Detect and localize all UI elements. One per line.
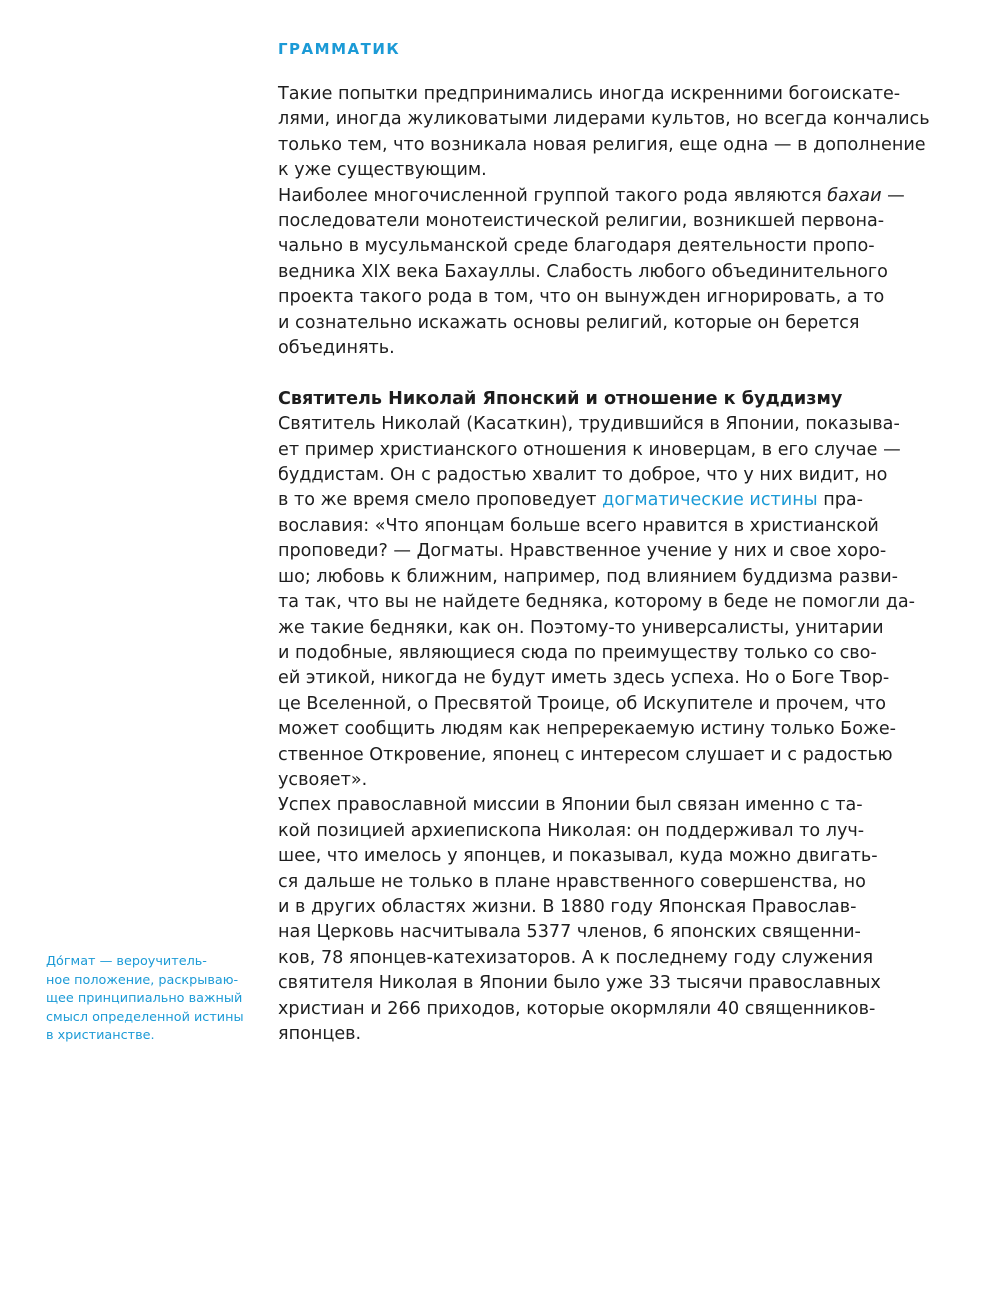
text-line: лями, иногда жуликоватыми лидерами культов, но всегда кончались (278, 109, 930, 130)
text-line: чально в мусульманской среде благодаря деятельности пропо- (278, 236, 875, 257)
text-line: проекта такого рода в том, что он вынужден игнорировать, а то (278, 287, 885, 308)
text-line: японцев. (278, 1024, 362, 1045)
text-line: кой позицией архиепископа Николая: он поддерживал то луч- (278, 820, 865, 841)
text-line: вославия: «Что японцам больше всего нравится в христианской (278, 515, 879, 536)
text-line: ная Церковь насчитывала 5377 членов, 6 японских священни- (278, 922, 861, 943)
paragraph-2 (278, 184, 938, 362)
text-segment: — (881, 185, 905, 206)
text-line: последователи монотеистической религии, возникшей первона- (278, 211, 885, 232)
text-line: усвояет». (278, 769, 368, 790)
dogma-glossary-link[interactable]: догматические истины (602, 490, 818, 511)
section-heading: Святитель Николай Японский и отношение к буддизму (278, 388, 843, 409)
text-line: ведника XIX века Бахауллы. Слабость любого объединительного (278, 261, 888, 282)
text-line: буддистам. Он с радостью хвалит то доброе, что у них видит, но (278, 465, 888, 486)
italic-term: бахаи (827, 185, 882, 206)
sidenote-line: щее принципиально важный (46, 991, 243, 1006)
text-line: к уже существующим. (278, 160, 487, 181)
text-line (278, 184, 938, 209)
paragraph-3 (278, 412, 938, 793)
text-line: ет пример христианского отношения к иноверцам, в его случае — (278, 439, 901, 460)
paragraph-1 (278, 82, 938, 184)
text-line: и подобные, являющиеся сюда по преимуществу только со сво- (278, 642, 877, 663)
text-line: ей этикой, никогда не будут иметь здесь успеха. Но о Боге Твор- (278, 668, 890, 689)
section-header: ГРАММАТИК (278, 40, 401, 58)
text-line: Успех православной миссии в Японии был связан именно с та- (278, 795, 863, 816)
text-line: проповеди? — Догматы. Нравственное учение у них и свое хоро- (278, 541, 887, 562)
text-line: объединять. (278, 338, 395, 359)
text-line: может сообщить людям как непререкаемую истину только Боже- (278, 719, 897, 740)
text-line: ся дальше не только в плане нравственного совершенства, но (278, 871, 866, 892)
text-line: та так, что вы не найдете бедняка, которому в беде не помогли да- (278, 592, 915, 613)
text-line: и в других областях жизни. В 1880 году Японская Православ- (278, 896, 857, 917)
text-line: Такие попытки предпринимались иногда искренними богоискате- (278, 84, 901, 104)
paragraph-gap (278, 361, 938, 386)
text-segment: пра- (817, 490, 864, 511)
text-line: ственное Откровение, японец с интересом слушает и с радостью (278, 744, 893, 765)
text-line: только тем, что возникала новая религия, еще одна — в дополнение (278, 134, 926, 155)
sidenote-line: смысл определенной истины (46, 1009, 244, 1025)
text-line: шее, что имелось у японцев, и показывал, куда можно двигать- (278, 846, 878, 867)
text-line (278, 488, 938, 513)
main-text-column (278, 82, 938, 1047)
sidenote-line: До́гмат — вероучитель- (46, 954, 207, 969)
text-segment: в то же время смело проповедует (278, 490, 603, 511)
text-line: и сознательно искажать основы религий, которые он берется (278, 312, 860, 333)
paragraph-4 (278, 793, 938, 1047)
sidenote-line: ное положение, раскрываю- (46, 972, 239, 988)
text-line: це Вселенной, о Пресвятой Троице, об Искупителе и прочем, что (278, 693, 887, 714)
text-line: же такие бедняки, как он. Поэтому-то универсалисты, унитарии (278, 617, 884, 638)
text-line: христиан и 266 приходов, которые окормляли 40 священников- (278, 998, 876, 1019)
text-line: шо; любовь к ближним, например, под влиянием буддизма разви- (278, 566, 898, 587)
text-line: ков, 78 японцев-катехизаторов. А к последнему году служения (278, 947, 874, 968)
text-line: Святитель Николай (Касаткин), трудившийся в Японии, показыва- (278, 414, 900, 435)
sidenote-line: в христианстве. (46, 1028, 155, 1043)
dogma-sidenote (46, 953, 261, 1046)
text-segment: Наиболее многочисленной группой такого рода являются (278, 185, 828, 206)
text-line: святителя Николая в Японии было уже 33 тысячи православных (278, 973, 881, 994)
